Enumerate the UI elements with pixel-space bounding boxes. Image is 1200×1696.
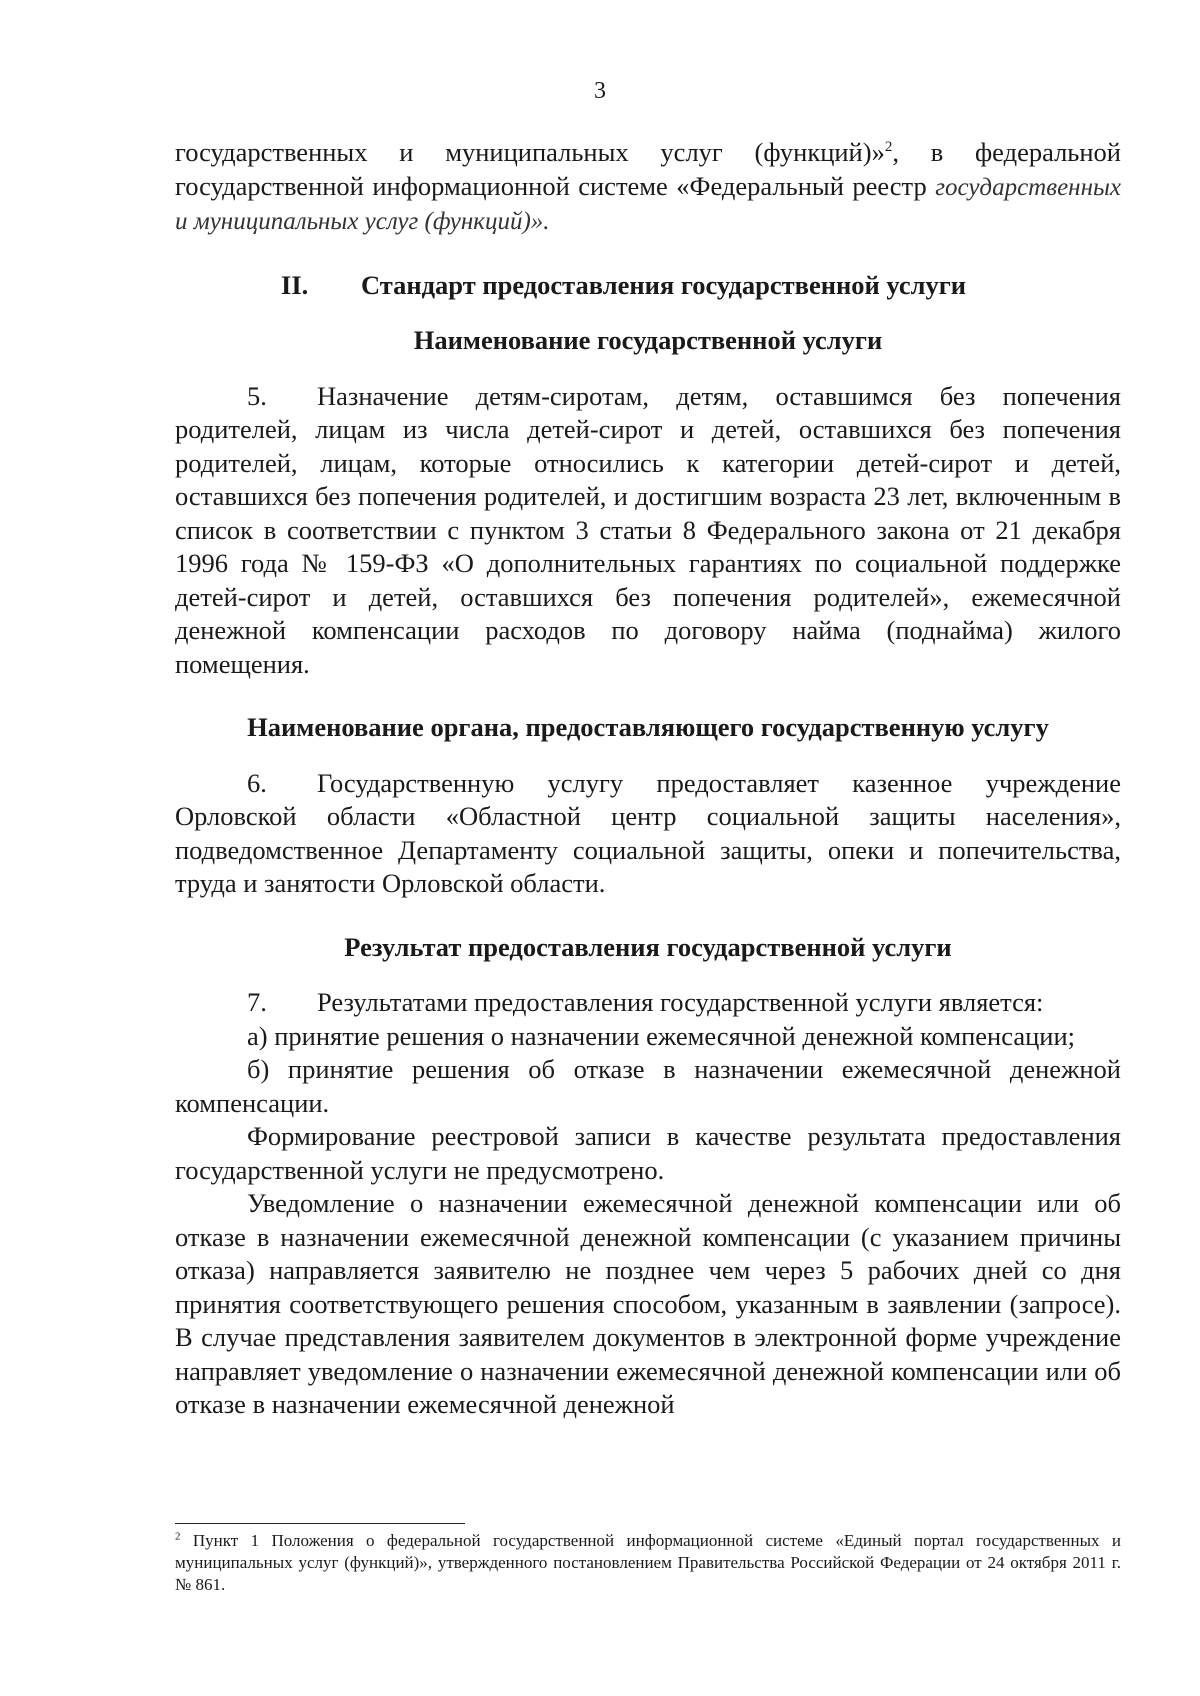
heading-service-name: Наименование государственной услуги [413,325,883,355]
paragraph-5-text: Назначение детям-сиротам, детям, оставшимся без попечения родителей, лицам из числа детей-сирот и детей, оставшихся без попечения родителей, лицам, которые относились к категории детей-сирот и детей, оставшихся без попечения родителей, и достигшим возраста 23 лет, включенным в список в соответствии с пунктом 3 статьи 8 Федерального закона от 21 декабря 1996 года № 159-ФЗ «О дополнительных гарантиях по социальной поддержке детей-сирот и детей, оставшихся без попечения родителей», ежемесячной денежной компенсации расходов по договору найма (поднайма) жилого помещения. [175,380,1121,679]
intro-line-3: государственных и муниципальных услуг (функций)». [175,173,1121,235]
page-number: 3 [594,78,606,104]
footnote [175,1530,1121,1596]
registry-note: Формирование реестровой записи в качестве результата предоставления государственной услуги не предусмотрено. [175,1121,1121,1185]
footnote-divider [175,1523,465,1524]
heading-result: Результат предоставления государственной услуги [344,931,952,962]
paragraph-6-text: Государственную услугу предоставляет казенное учреждение Орловской области «Областной центр социальной защиты населения», подведомственное Департаменту социальной защиты, опеки и попечительства, труда и занятости Орловской области. [175,767,1121,898]
footnote-reference: 2 [884,139,893,156]
paragraph-7-text: Результатами предоставления государственной услуги является: [317,987,1044,1017]
paragraph-7 [175,986,1121,1020]
item-number-6: 6. [247,767,267,798]
list-item-a: а) принятие решения о назначении ежемесячной денежной компенсации; [247,1020,1075,1051]
intro-line-1: государственных и муниципальных услуг (функций)» [175,137,885,167]
section-number: II. [281,269,309,300]
list-item-b: б) принятие решения об отказе в назначении ежемесячной денежной компенсации. [175,1054,1121,1118]
paragraph-6 [175,767,1121,901]
document-body [175,136,1121,1422]
notification-paragraph: Уведомление о назначении ежемесячной денежной компенсации или об отказе в назначении ежемесячной денежной компенсации (с указанием причины отказа) направляется заявителю не позднее чем через 5 рабочих дней со дня принятия соответствующего решения способом, указанным в заявлении (запросе). В случае представления заявителем документов в электронной форме учреждение направляет уведомление о назначении ежемесячной денежной компенсации или об отказе в назначении ежемесячной денежной [175,1188,1121,1419]
footnote-text: Пункт 1 Положения о федеральной государственной информационной системе «Единый портал государственных и муниципальных услуг (функций)», утвержденного постановлением Правительства Российской Федерации от 24 октября 2011 г. № 861. [175,1531,1121,1594]
item-number-7: 7. [247,987,267,1017]
section-title: Стандарт предоставления государственной услуги [361,269,967,300]
paragraph-5 [175,380,1121,682]
section-heading [175,269,1121,303]
item-number-5: 5. [247,380,267,411]
intro-paragraph [175,136,1121,239]
intro-line-1-tail: , в федеральной государственной информационной системе «Федеральный реестр [175,137,1121,201]
heading-provider: Наименование органа, предоставляющего государственную услугу [247,712,1049,742]
footnote-marker: 2 [175,1530,181,1543]
